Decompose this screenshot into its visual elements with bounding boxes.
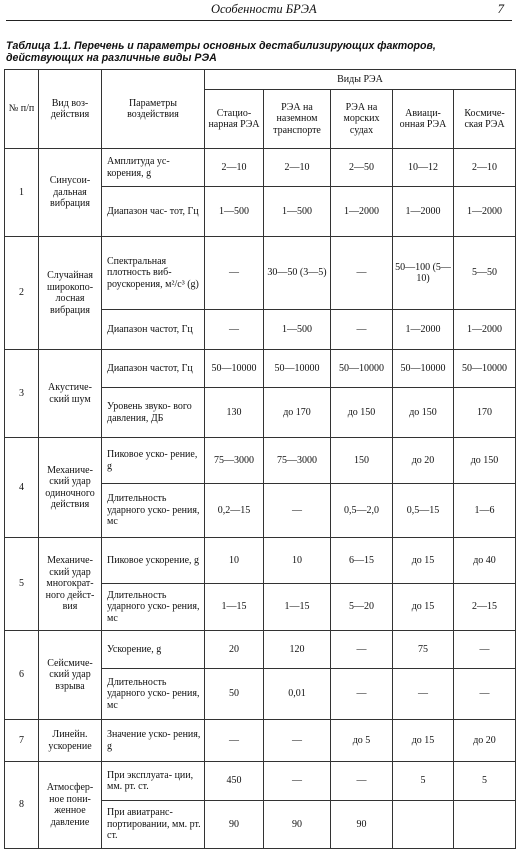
header-type: Вид воз- действия — [39, 70, 102, 149]
impact-parameter: При эксплуата- ции, мм. рт. ст. — [102, 762, 205, 801]
row-number: 5 — [5, 538, 39, 631]
value-cell: 1—6 — [454, 484, 516, 538]
impact-parameter: Уровень звуко- вого давления, ДБ — [102, 388, 205, 438]
value-cell: 75—3000 — [264, 438, 331, 484]
value-cell: до 170 — [264, 388, 331, 438]
page-number: 7 — [497, 1, 504, 16]
value-cell: 10 — [264, 538, 331, 584]
header-num: № п/п — [5, 70, 39, 149]
value-cell: 10 — [205, 538, 264, 584]
header-col: Космиче- ская РЭА — [454, 90, 516, 149]
table-row — [5, 720, 516, 762]
table-row — [5, 350, 516, 388]
value-cell: 1—2000 — [393, 187, 454, 237]
value-cell: до 20 — [393, 438, 454, 484]
value-cell: 2—50 — [331, 149, 393, 187]
value-cell: 130 — [205, 388, 264, 438]
table-row — [5, 149, 516, 187]
value-cell: 2—10 — [264, 149, 331, 187]
value-cell: — — [331, 631, 393, 669]
value-cell: 1—2000 — [454, 310, 516, 350]
row-number: 8 — [5, 762, 39, 849]
value-cell: до 15 — [393, 720, 454, 762]
value-cell: — — [393, 669, 454, 720]
value-cell: 50—10000 — [454, 350, 516, 388]
table-row — [5, 538, 516, 584]
header-col: Авиаци- онная РЭА — [393, 90, 454, 149]
value-cell: 120 — [264, 631, 331, 669]
impact-parameter: Длительность ударного уско- рения, мс — [102, 584, 205, 631]
value-cell: 50—10000 — [205, 350, 264, 388]
value-cell: — — [331, 669, 393, 720]
impact-parameter: Пиковое уско- рение, g — [102, 438, 205, 484]
value-cell: — — [205, 720, 264, 762]
impact-parameter: Значение уско- рения, g — [102, 720, 205, 762]
value-cell: 2—15 — [454, 584, 516, 631]
impact-parameter: Длительность ударного уско- рения, мс — [102, 484, 205, 538]
value-cell: 0,5—2,0 — [331, 484, 393, 538]
impact-parameter: При авиатранс- портировании, мм. рт. ст. — [102, 801, 205, 849]
impact-parameter: Длительность ударного уско- рения, мс — [102, 669, 205, 720]
value-cell: 75 — [393, 631, 454, 669]
table-row — [5, 631, 516, 669]
value-cell: 2—10 — [205, 149, 264, 187]
row-number: 7 — [5, 720, 39, 762]
value-cell: 1—500 — [264, 310, 331, 350]
table-row — [5, 438, 516, 484]
value-cell — [393, 801, 454, 849]
value-cell: — — [454, 669, 516, 720]
impact-type: Механиче- ский удар одиночного действия — [39, 438, 102, 538]
value-cell: 1—500 — [205, 187, 264, 237]
value-cell: 1—2000 — [393, 310, 454, 350]
running-title: Особенности БРЭА — [211, 2, 317, 16]
value-cell: — — [331, 310, 393, 350]
value-cell: 150 — [331, 438, 393, 484]
impact-parameter: Диапазон частот, Гц — [102, 310, 205, 350]
value-cell: — — [264, 484, 331, 538]
impact-parameter: Ускорение, g — [102, 631, 205, 669]
impact-type: Сейсмиче- ский удар взрыва — [39, 631, 102, 720]
value-cell: 0,5—15 — [393, 484, 454, 538]
value-cell: 30—50 (3—5) — [264, 237, 331, 310]
caption-line-1: Таблица 1.1. Перечень и параметры основных дестабилизирующих факторов, — [6, 40, 436, 52]
value-cell: до 40 — [454, 538, 516, 584]
value-cell: 50 — [205, 669, 264, 720]
impact-type: Случайная широкопо- лосная вибрация — [39, 237, 102, 350]
table-caption — [6, 40, 516, 64]
header-group: Виды РЭА — [205, 70, 516, 90]
value-cell: до 5 — [331, 720, 393, 762]
value-cell: 75—3000 — [205, 438, 264, 484]
value-cell: 90 — [264, 801, 331, 849]
value-cell: 5—20 — [331, 584, 393, 631]
row-number: 1 — [5, 149, 39, 237]
value-cell: 50—10000 — [264, 350, 331, 388]
value-cell: 6—15 — [331, 538, 393, 584]
value-cell: 0,01 — [264, 669, 331, 720]
impact-type: Линейн. ускорение — [39, 720, 102, 762]
value-cell: 0,2—15 — [205, 484, 264, 538]
caption-line-2: действующих на различные виды РЭА — [6, 52, 217, 64]
impact-type: Акустиче- ский шум — [39, 350, 102, 438]
value-cell: 50—10000 — [393, 350, 454, 388]
header-row — [5, 70, 516, 90]
header-col: Стацио- нарная РЭА — [205, 90, 264, 149]
value-cell: до 15 — [393, 584, 454, 631]
row-number: 6 — [5, 631, 39, 720]
value-cell: до 150 — [454, 438, 516, 484]
value-cell: до 20 — [454, 720, 516, 762]
value-cell: — — [454, 631, 516, 669]
impact-type: Атмосфер- ное пони- женное давление — [39, 762, 102, 849]
value-cell: — — [264, 762, 331, 801]
value-cell: 450 — [205, 762, 264, 801]
value-cell: 5 — [454, 762, 516, 801]
value-cell: 20 — [205, 631, 264, 669]
factors-table — [4, 69, 516, 849]
value-cell: — — [264, 720, 331, 762]
impact-parameter: Пиковое ускорение, g — [102, 538, 205, 584]
impact-parameter: Диапазон час- тот, Гц — [102, 187, 205, 237]
value-cell: 50—100 (5—10) — [393, 237, 454, 310]
value-cell: 2—10 — [454, 149, 516, 187]
value-cell — [454, 801, 516, 849]
value-cell: 1—2000 — [454, 187, 516, 237]
table-row — [5, 237, 516, 310]
header-col: РЭА на наземном транспорте — [264, 90, 331, 149]
table-body — [5, 70, 516, 849]
value-cell: до 15 — [393, 538, 454, 584]
table-row — [5, 762, 516, 801]
row-number: 2 — [5, 237, 39, 350]
value-cell: 90 — [331, 801, 393, 849]
value-cell: 90 — [205, 801, 264, 849]
value-cell: 1—500 — [264, 187, 331, 237]
value-cell: — — [331, 762, 393, 801]
row-number: 3 — [5, 350, 39, 438]
value-cell: 50—10000 — [331, 350, 393, 388]
value-cell: до 150 — [393, 388, 454, 438]
value-cell: 5—50 — [454, 237, 516, 310]
running-header — [6, 0, 512, 21]
value-cell: — — [205, 310, 264, 350]
header-col: РЭА на морских судах — [331, 90, 393, 149]
value-cell: — — [331, 237, 393, 310]
value-cell: 1—15 — [205, 584, 264, 631]
value-cell: 170 — [454, 388, 516, 438]
impact-type: Механиче- ский удар многократ- ного дейст- вия — [39, 538, 102, 631]
impact-parameter: Диапазон частот, Гц — [102, 350, 205, 388]
row-number: 4 — [5, 438, 39, 538]
impact-type: Синусои- дальная вибрация — [39, 149, 102, 237]
value-cell: до 150 — [331, 388, 393, 438]
value-cell: 1—15 — [264, 584, 331, 631]
value-cell: 1—2000 — [331, 187, 393, 237]
value-cell: — — [205, 237, 264, 310]
impact-parameter: Спектральная плотность виб- роускорения, м²/с³ (g) — [102, 237, 205, 310]
value-cell: 10—12 — [393, 149, 454, 187]
header-params: Параметры воздействия — [102, 70, 205, 149]
value-cell: 5 — [393, 762, 454, 801]
impact-parameter: Амплитуда ус- корения, g — [102, 149, 205, 187]
